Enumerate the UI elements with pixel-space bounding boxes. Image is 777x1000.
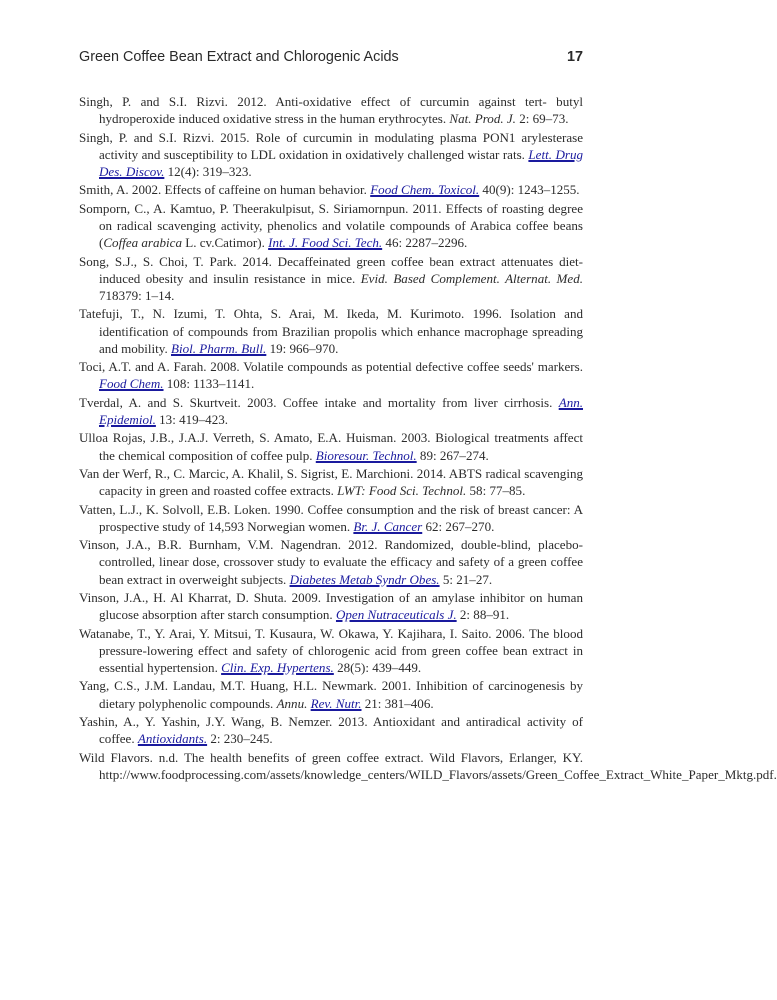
reference-entry [79,501,583,535]
reference-list [79,93,777,784]
reference-text: Yashin, A., Y. Yashin, J.Y. Wang, B. Nemzer. 2013. Antioxidant and antiradical activity of coffee. [79,713,583,747]
journal-link[interactable]: Biol. Pharm. Bull. [171,340,267,356]
reference-volume-pages: 2: 69–73. [515,111,569,127]
reference-entry [79,200,583,252]
reference-volume-pages: 2: 88–91. [456,607,510,623]
reference-entry [79,465,583,499]
reference-entry [79,713,583,747]
reference-text: Somporn, C., A. Kamtuo, P. Theerakulpisut, S. Siriamornpun. 2011. Effects of roasting degree on radical scavenging activity, phenolics and volatile compounds of Arabica coffee beans ( [79,200,583,251]
reference-volume-pages: 40(9): 1243–1255. [479,182,580,198]
reference-entry [79,93,583,127]
reference-text: Vatten, L.J., K. Solvoll, E.B. Loken. 1990. Coffee consumption and the risk of breast cancer: A prospective study of 14,593 Norwegian women. [79,501,583,534]
journal-link[interactable]: Food Chem. [99,376,164,392]
reference-entry [79,589,583,623]
reference-entry [79,394,583,428]
reference-volume-pages: 89: 267–274. [416,447,489,463]
reference-text: Ulloa Rojas, J.B., J.A.J. Verreth, S. Amato, E.A. Huisman. 2003. Biological treatments affect the chemical composition of coffee pulp. [79,430,583,463]
reference-entry [79,536,583,588]
reference-entry [79,253,583,305]
journal-link[interactable]: Antioxidants. [137,731,208,747]
journal-name: LWT: Food Sci. Technol. [337,483,467,499]
reference-volume-pages: 5: 21–27. [439,571,493,587]
reference-italic-text: Annu. [276,695,308,711]
reference-volume-pages: 12(4): 319–323. [164,164,252,179]
journal-link[interactable]: Rev. Nutr. [310,695,362,711]
journal-link[interactable]: Br. J. Cancer [353,518,423,534]
reference-italic-text: Coffea arabica [103,235,182,251]
reference-text: Singh, P. and S.I. Rizvi. 2015. Role of curcumin in modulating plasma PON1 arylesterase activity and susceptibility to LDL oxidation in oxidatively challenged wistar rats. [79,129,583,162]
reference-volume-pages: 46: 2287–2296. [382,235,468,251]
page-number: 17 [566,49,583,65]
page-header [79,49,583,73]
reference-volume-pages: 58: 77–85. [466,483,526,499]
journal-link[interactable]: Diabetes Metab Syndr Obes. [289,571,440,587]
reference-text: Tatefuji, T., N. Izumi, T. Ohta, S. Arai, M. Ikeda, M. Kurimoto. 1996. Isolation and identification of compounds from Brazilian propolis which enhance macrophage spreading and mobility. [79,306,583,356]
journal-name: Evid. Based Complement. Alternat. Med. [360,270,583,286]
reference-entry [79,181,583,198]
running-title: Green Coffee Bean Extract and Chlorogenic Acids [79,49,399,65]
reference-text: Smith, A. 2002. Effects of caffeine on human behavior. [79,182,371,198]
journal-link[interactable]: Bioresour. Technol. [315,447,417,463]
reference-text: L. cv.Catimor). [182,235,269,251]
reference-volume-pages: 62: 267–270. [422,518,495,534]
journal-link[interactable]: Int. J. Food Sci. Tech. [268,235,383,251]
reference-text: Song, S.J., S. Choi, T. Park. 2014. Decaffeinated green coffee bean extract attenuates diet-induced obesity and insulin resistance in mice. [79,253,583,286]
reference-text: Tverdal, A. and S. Skurtveit. 2003. Coffee intake and mortality from liver cirrhosis. [79,394,559,410]
journal-link[interactable]: Open Nutraceuticals J. [335,607,457,623]
journal-link[interactable]: Food Chem. Toxicol. [370,182,480,198]
reference-text: Wild Flavors. n.d. The health benefits of green coffee extract. Wild Flavors, Erlanger, KY. http://www.foodprocessing.com/assets/knowledge_centers/WILD_Flavors/assets/Green_Coffee_Extract_White_Paper_Mktg.pdf. [79,749,777,782]
reference-volume-pages: 13: 419–423. [155,411,229,427]
reference-volume-pages: 21: 381–406. [361,695,434,711]
reference-entry [79,429,583,463]
reference-text: Singh, P. and S.I. Rizvi. 2012. Anti-oxidative effect of curcumin against tert- butyl hydroperoxide induced oxidative stress in the human erythrocytes. [79,94,583,127]
reference-text: Van der Werf, R., C. Marcic, A. Khalil, S. Sigrist, E. Marchioni. 2014. ABTS radical scavenging capacity in green and roasted coffee extracts. [79,465,583,499]
reference-text: Vinson, J.A., H. Al Kharrat, D. Shuta. 2009. Investigation of an amylase inhibitor on human glucose absorption after starch consumption. [79,589,583,623]
journal-link[interactable]: Ann. Epidemiol. [99,394,583,427]
reference-entry [79,625,583,677]
reference-entry [79,749,777,783]
reference-text: Toci, A.T. and A. Farah. 2008. Volatile compounds as potential defective coffee seeds' markers. [79,359,583,375]
reference-volume-pages: 19: 966–970. [266,340,339,356]
reference-entry [79,305,583,357]
reference-entry [79,129,583,181]
reference-volume-pages: 28(5): 439–449. [333,659,422,675]
reference-volume-pages: 2: 230–245. [207,731,273,747]
journal-name: Nat. Prod. J. [449,111,516,127]
reference-entry [79,358,583,392]
reference-entry [79,677,583,711]
reference-text: Watanabe, T., Y. Arai, Y. Mitsui, T. Kusaura, W. Okawa, Y. Kajihara, I. Saito. 2006. The blood pressure-lowering effect and safety of chlorogenic acid from green coffee bean extract in essential hypertension. [79,625,583,675]
reference-text: Vinson, J.A., B.R. Burnham, V.M. Nagendran. 2012. Randomized, double-blind, placebo-controlled, linear dose, crossover study to evaluate the efficacy and safety of a green coffee bean extract in overweight subjects. [79,537,583,587]
reference-volume-pages: 718379: 1–14. [99,287,175,303]
journal-link[interactable]: Clin. Exp. Hypertens. [221,659,334,675]
journal-link[interactable]: Lett. Drug Des. Discov. [99,146,583,179]
reference-text: Yang, C.S., J.M. Landau, M.T. Huang, H.L. Newmark. 2001. Inhibition of carcinogenesis by dietary polyphenolic compounds. [79,678,583,711]
reference-volume-pages: 108: 1133–1141. [163,376,255,392]
